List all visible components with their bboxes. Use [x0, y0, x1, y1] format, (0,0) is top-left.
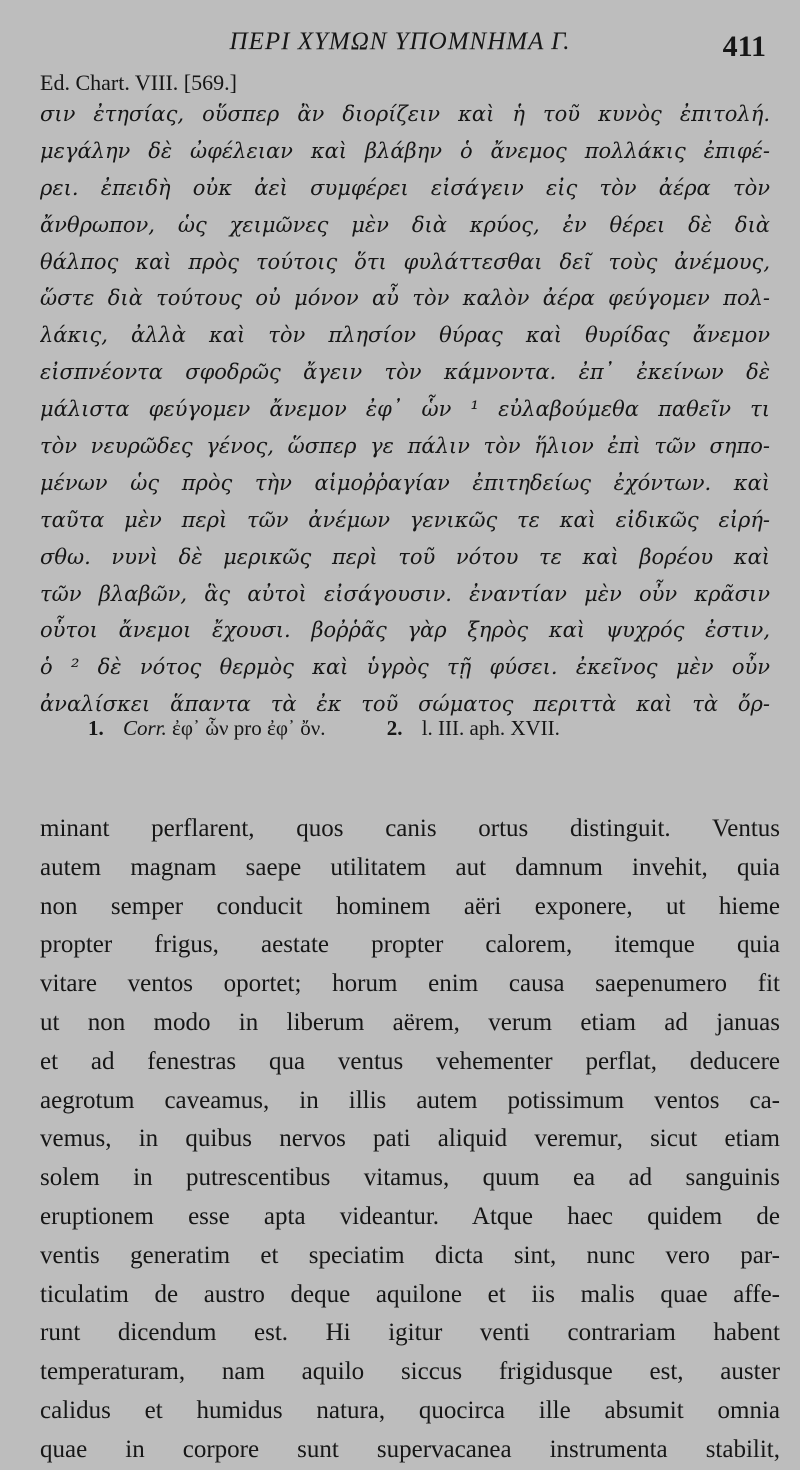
latin-line: propter frigus, aestate propter calorem, itemque quia	[40, 931, 780, 959]
footnote-number: 1.	[88, 716, 104, 740]
running-head-title: ΠΕΡΙ ΧΥΜΩΝ ΥΠΟΜΝΗΜΑ Γ.	[229, 28, 571, 55]
page-number: 411	[722, 30, 766, 63]
footnote-number: 2.	[386, 716, 403, 740]
latin-line: solem in putrescentibus vitamus, quum ea ad sanguinis	[40, 1164, 780, 1192]
greek-line: σθω. νυνὶ δὲ μερικῶς περὶ τοῦ νότου τε καὶ βορέου καὶ	[40, 544, 770, 569]
latin-line: et ad fenestras qua ventus vehementer perflat, deducere	[40, 1047, 780, 1075]
greek-line: σιν ἐτησίας, οὕσπερ ἂν διορίζειν καὶ ἡ τοῦ κυνὸς ἐπιτολή.	[40, 102, 770, 126]
latin-line: minant perflarent, quos canis ortus distinguit. Ventus	[40, 815, 780, 842]
footnote-label: Corr.	[123, 716, 167, 740]
latin-line: vitare ventos oportet; horum enim causa saepenumero fit	[40, 970, 780, 998]
latin-line: ventis generatim et speciatim dicta sint, nunc vero par-	[40, 1241, 780, 1269]
footnote-2	[387, 716, 560, 740]
greek-line: θάλπος καὶ πρὸς τούτοις ὅτι φυλάττεσθαι δεῖ τοὺς ἀνέμους,	[40, 249, 770, 274]
latin-line: autem magnam saepe utilitatem aut damnum invehit, quia	[40, 853, 780, 881]
latin-line: temperaturam, nam aquilo siccus frigidusque est, auster	[40, 1358, 780, 1386]
greek-line: τὸν νευρῶδες γένος, ὥσπερ γε πάλιν τὸν ἥλιον ἐπὶ τῶν σηπο-	[40, 434, 770, 459]
greek-line: ἄνθρωπον, ὡς χειμῶνες μὲν διὰ κρύος, ἐν θέρει δὲ διὰ	[40, 212, 770, 237]
latin-line: ticulatim de austro deque aquilone et iis malis quae affe-	[40, 1280, 780, 1308]
greek-line: μεγάλην δὲ ὠφέλειαν καὶ βλάβην ὁ ἄνεμος πολλάκις ἐπιφέ-	[40, 138, 770, 163]
latin-line: calidus et humidus natura, quocirca ille absumit omnia	[40, 1396, 780, 1424]
footnote-1	[88, 716, 331, 740]
greek-line: ὁ ² δὲ νότος θερμὸς καὶ ὑγρὸς τῇ φύσει. ἐκεῖνος μὲν οὖν	[40, 655, 770, 680]
greek-line: τῶν βλαβῶν, ἃς αὐτοὶ εἰσάγουσιν. ἐναντίαν μὲν οὖν κρᾶσιν	[40, 581, 770, 606]
latin-line: eruptionem esse apta videantur. Atque haec quidem de	[40, 1202, 780, 1230]
latin-line: aegrotum caveamus, in illis autem potissimum ventos ca-	[40, 1086, 780, 1114]
greek-line: ρει. ἐπειδὴ οὐκ ἀεὶ συμφέρει εἰσάγειν εἰς τὸν ἀέρα τὸν	[40, 175, 770, 200]
latin-text-block	[40, 810, 780, 1470]
latin-line: vemus, in quibus nervos pati aliquid veremur, sicut etiam	[40, 1125, 780, 1153]
latin-line: ut non modo in liberum aërem, verum etiam ad januas	[40, 1008, 780, 1036]
latin-line: runt dicendum est. Hi igitur venti contrariam habent	[40, 1319, 780, 1347]
footnote-text: ἐφ᾽ ὧν pro ἐφ᾽ ὄν.	[172, 716, 326, 740]
greek-text-block	[40, 96, 770, 723]
latin-line: non semper conducit hominem aëri exponere, ut hieme	[40, 892, 780, 920]
greek-line: ταῦτα μὲν περὶ τῶν ἀνέμων γενικῶς τε καὶ εἰδικῶς εἰρή-	[40, 507, 770, 532]
greek-line: μένων ὡς πρὸς τὴν αἱμοῤῥαγίαν ἐπιτηδείως ἐχόντων. καὶ	[40, 470, 770, 495]
latin-line: quae in corpore sunt supervacanea instrumenta stabilit,	[40, 1435, 780, 1463]
greek-line: εἰσπνέοντα σφοδρῶς ἄγειν τὸν κάμνοντα. ἐπ᾽ ἐκείνων δὲ	[40, 360, 770, 385]
footnote-text: l. III. aph. XVII.	[421, 716, 560, 740]
footnotes	[88, 716, 728, 741]
greek-line: ὥστε διὰ τούτους οὐ μόνον αὖ τὸν καλὸν ἀέρα φεύγομεν πολ-	[40, 286, 770, 311]
greek-line: λάκις, ἀλλὰ καὶ τὸν πλησίον θύρας καὶ θυρίδας ἄνεμον	[40, 323, 770, 348]
greek-line: μάλιστα φεύγομεν ἄνεμον ἐφ᾽ ὧν ¹ εὐλαβούμεθα παθεῖν τι	[40, 397, 770, 422]
edition-reference: Ed. Chart. VIII. [569.]	[40, 70, 237, 95]
greek-line: οὗτοι ἄνεμοι ἔχουσι. βοῤῥᾶς γὰρ ξηρὸς καὶ ψυχρός ἐστιν,	[40, 618, 770, 643]
greek-line: ἀναλίσκει ἅπαντα τὰ ἐκ τοῦ σώματος περιττὰ καὶ τὰ ὄρ-	[40, 692, 770, 717]
